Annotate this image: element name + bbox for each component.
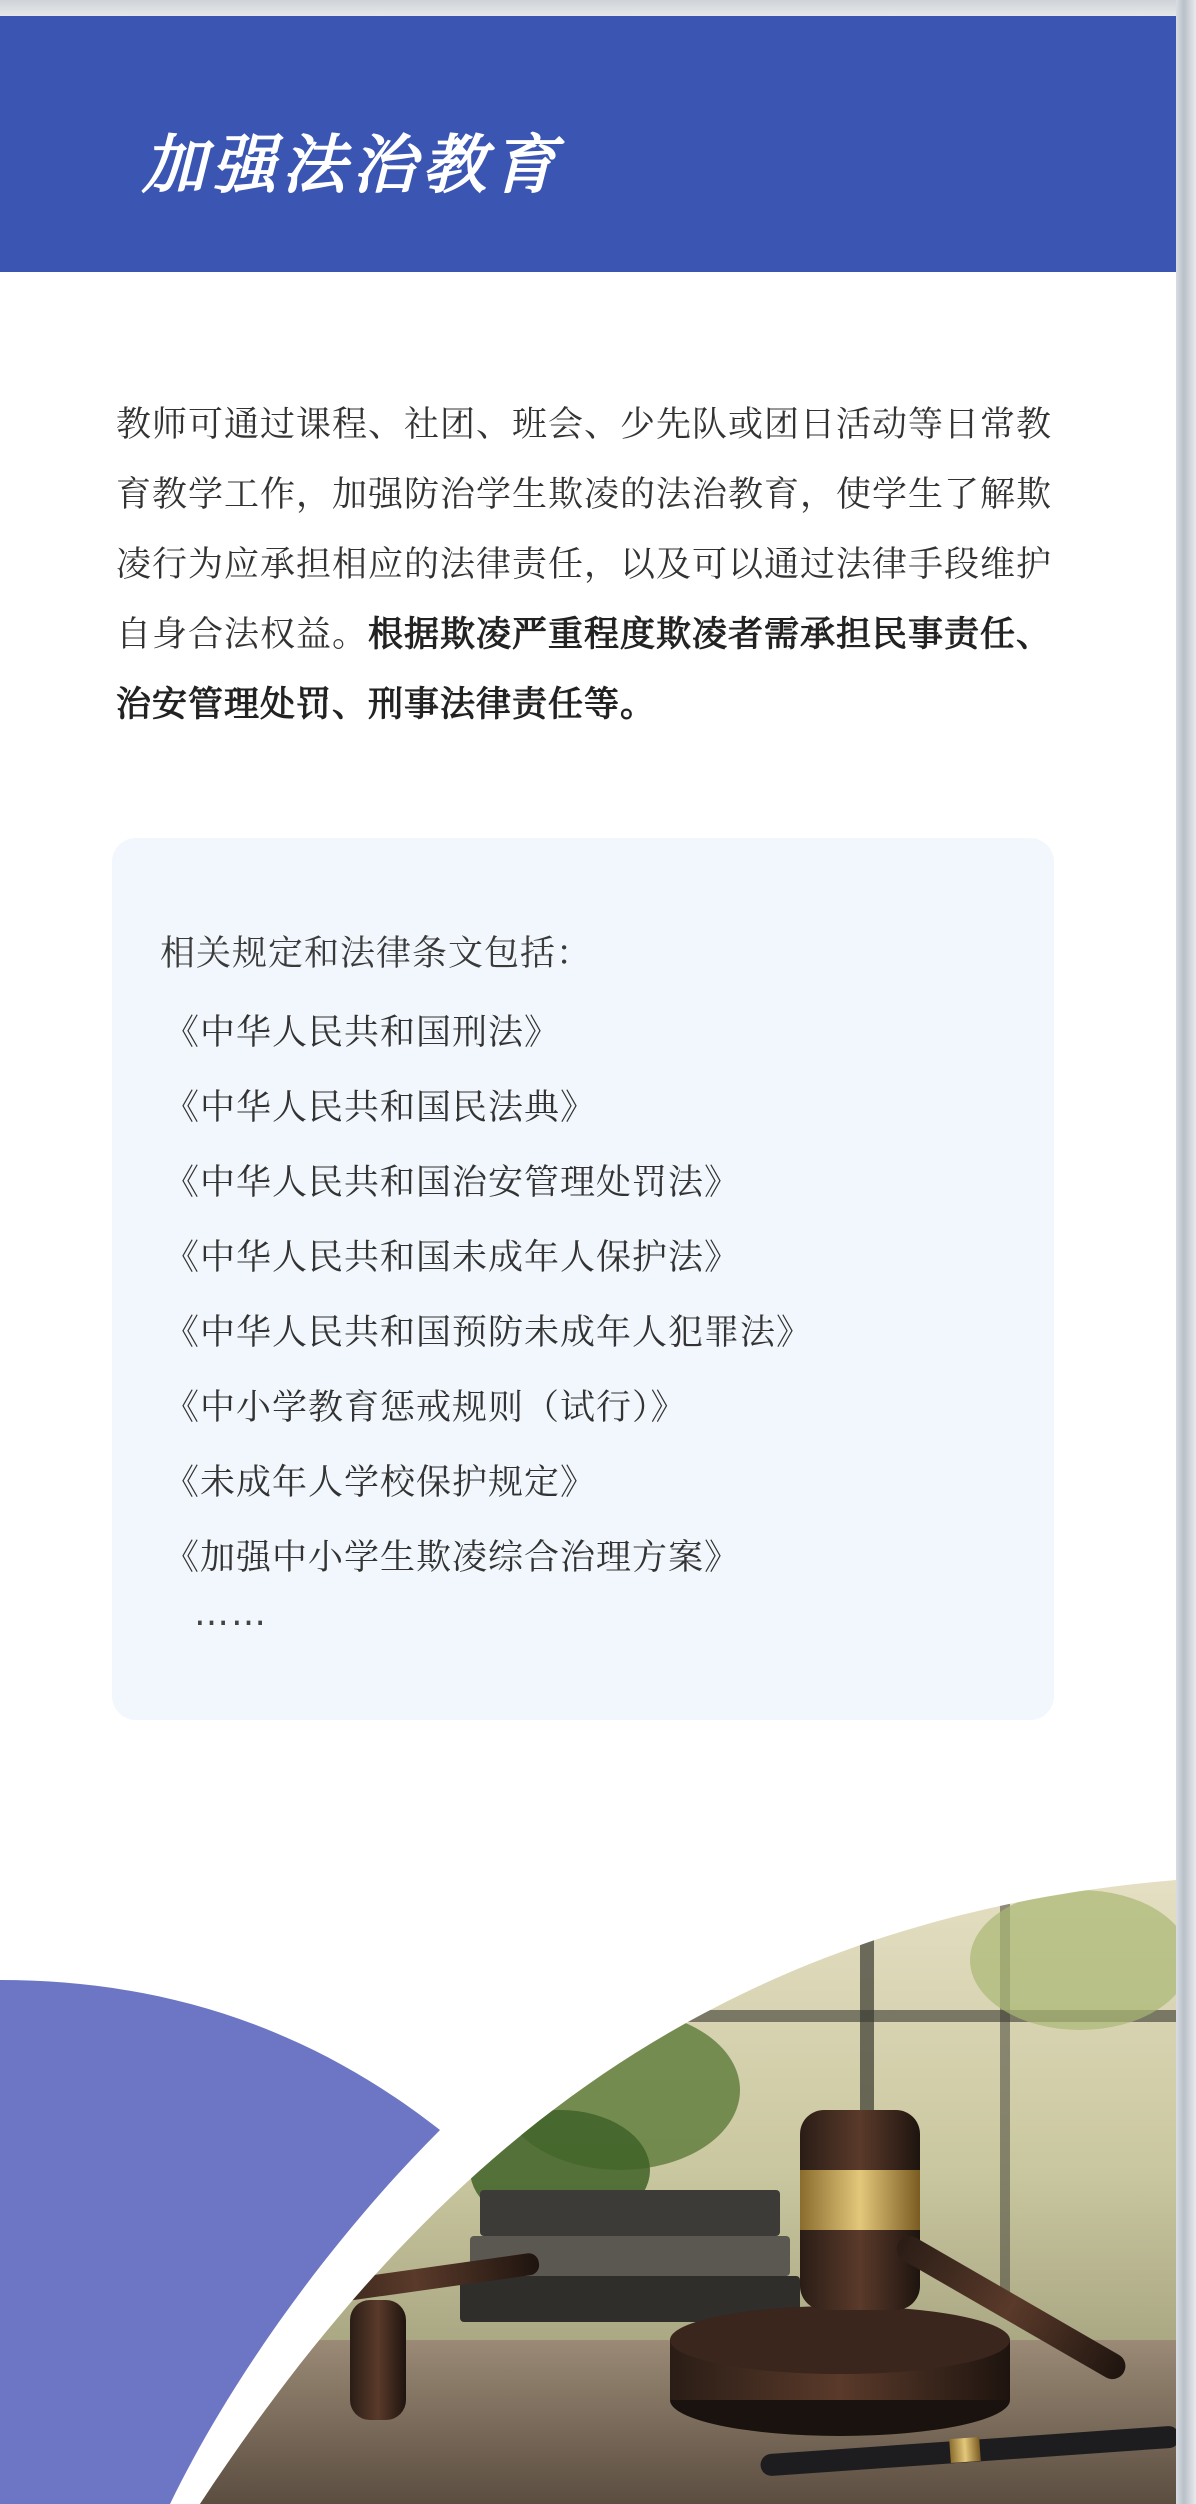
header-banner xyxy=(0,16,1176,272)
law-item: 《中华人民共和国刑法》 xyxy=(164,1013,561,1053)
law-item: 《中华人民共和国预防未成年人犯罪法》 xyxy=(164,1313,813,1353)
laws-box xyxy=(112,838,1054,1720)
intro-text: 教师可通过课程、社团、班会、少先队或团日活动等日常教育教学工作，加强防治学生欺凌的法治教育，使学生了解欺凌行为应承担相应的法律责任，以及可以通过法律手段维护自身合法权益。 xyxy=(116,405,1053,655)
page-top-edge xyxy=(0,0,1176,16)
law-item: 《加强中小学生欺凌综合治理方案》 xyxy=(164,1538,741,1578)
law-item: 《中华人民共和国民法典》 xyxy=(164,1088,597,1128)
judge-gavel-icon xyxy=(0,1840,1176,2504)
laws-more-ellipsis: …… xyxy=(194,1594,268,1634)
laws-list xyxy=(164,996,812,1596)
intro-bold-text: 根据欺凌严重程度欺凌者需承担民事责任、治安管理处罚、刑事法律责任等。 xyxy=(116,615,1053,725)
laws-intro: 相关规定和法律条文包括： xyxy=(160,934,593,974)
law-item: 《未成年人学校保护规定》 xyxy=(164,1463,597,1503)
law-item: 《中华人民共和国治安管理处罚法》 xyxy=(164,1163,741,1203)
intro-paragraph xyxy=(116,390,1056,740)
law-item: 《中华人民共和国未成年人保护法》 xyxy=(164,1238,741,1278)
law-item: 《中小学教育惩戒规则（试行）》 xyxy=(164,1388,687,1428)
page-title: 加强法治教育 xyxy=(142,129,562,203)
courtroom-photo xyxy=(0,1840,1176,2504)
page-right-edge xyxy=(1176,0,1196,2504)
